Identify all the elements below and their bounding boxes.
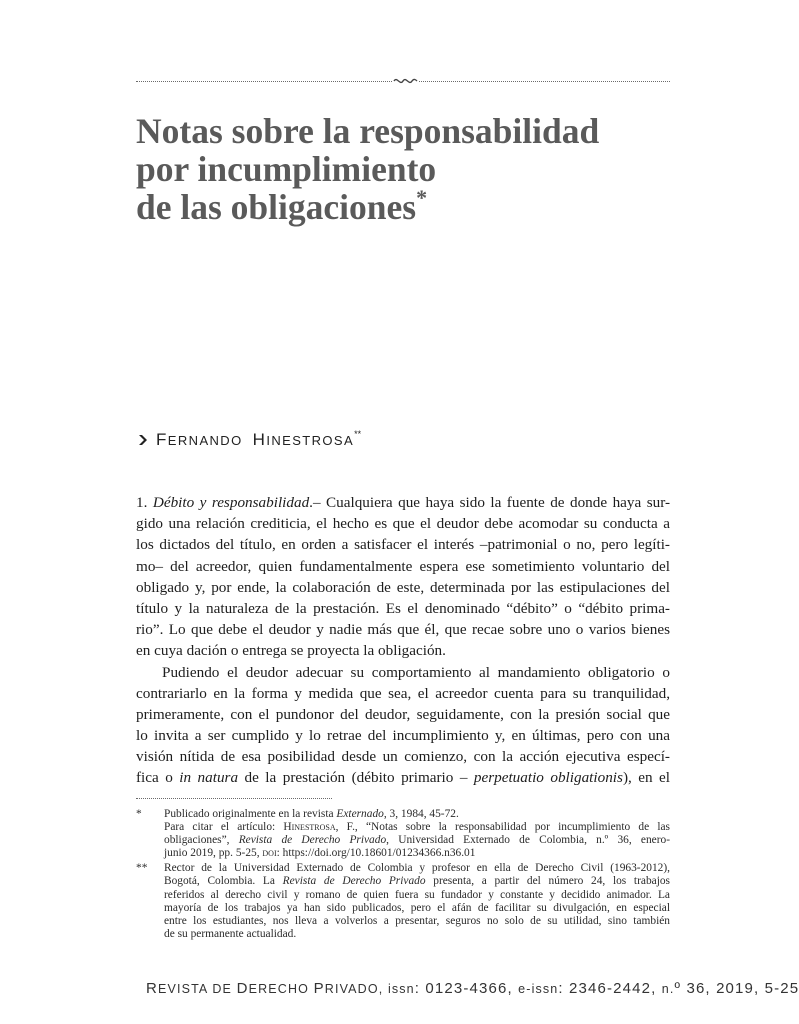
- paragraph-2: [136, 662, 670, 789]
- footnote-line: Bogotá, Colombia. La Revista de Derecho Privado presenta, a partir del número 24, los trabajos: [164, 875, 670, 888]
- body-line: primeramente, con el pundonor del deudor, seguidamente, con la presión social que: [136, 705, 670, 723]
- footnote-line: entre los estudiantes, nos lleva a volverlos a presentar, seguros no solo de su utilidad, sino también: [164, 914, 670, 927]
- title-line-1: Notas sobre la responsabilidad: [136, 111, 600, 151]
- squiggle-ornament-icon: [392, 74, 418, 88]
- title-footnote-mark: *: [416, 185, 428, 210]
- author-name: FERNANDO HINESTROSA: [156, 430, 355, 449]
- paragraph-1: [136, 492, 670, 662]
- footnote-line: mayoría de los trabajos ya han sido publicados, pero el afán de facilitar su divulgación, en especial: [164, 901, 670, 914]
- body-line: título y la naturaleza de la prestación. Es el denominado “débito” o “débito prima-: [136, 599, 670, 617]
- footnote-line: junio 2019, pp. 5-25, doi: https://doi.org/10.18601/01234366.n36.01: [164, 847, 476, 860]
- body-line: 1. Débito y responsabilidad.– Cualquiera que haya sido la fuente de donde haya sur-: [136, 494, 671, 511]
- top-ornamental-rule: [136, 74, 670, 88]
- footnote-separator: [136, 798, 332, 799]
- footnote-line: Para citar el artículo: Hinestrosa, F., “Notas sobre la responsabilidad por incumplimiento de las: [164, 821, 670, 834]
- footnote-2: [136, 862, 670, 941]
- body-line: Pudiendo el deudor adecuar su comportamiento al mandamiento obligatorio o: [162, 663, 670, 681]
- article-body: [136, 492, 670, 789]
- body-line: en cuya dación o entrega se proyecta la obligación.: [136, 642, 446, 660]
- section-heading-italic: Débito y responsabilidad: [152, 494, 310, 511]
- article-title: [136, 112, 696, 226]
- footnote-line: Rector de la Universidad Externado de Colombia y profesor en ella de Derecho Civil (1963-2012),: [164, 862, 670, 875]
- body-line: gido una relación crediticia, el hecho es que el deudor debe acomodar su conducta a: [136, 515, 670, 533]
- footnote-2-mark: **: [136, 862, 148, 875]
- doi-link[interactable]: : https://doi.org/10.18601/01234366.n36.01: [276, 847, 476, 860]
- author-byline: [136, 430, 696, 450]
- title-line-3: [136, 185, 696, 227]
- running-footer: REVISTA DE DERECHO PRIVADO, issn: 0123-4366, e-issn: 2346-2442, n.º 36, 2019, 5-25: [146, 980, 799, 997]
- footnotes: [136, 808, 670, 943]
- body-line: mo– del acreedor, quien fundamentalmente espera ese sometimiento voluntario del: [136, 557, 670, 575]
- body-line: fica o in natura de la prestación (débito primario – perpetuatio obligationis), en el: [136, 769, 671, 787]
- title-line-2: por incumplimiento: [136, 149, 437, 189]
- body-line: obligado y, por ende, la colaboración de este, determinada por las estipulaciones del: [136, 578, 670, 596]
- title-line-3-text: de las obligaciones: [136, 187, 417, 227]
- body-line: visión nítida de esa posibilidad desde un comienzo, con la acción ejecutiva especí-: [136, 748, 670, 766]
- body-line: lo invita a ser cumplido y lo retrae del incumplimiento y, en últimas, pero con una: [136, 727, 670, 745]
- body-line: contrariarlo en la forma y medida que sea, el acreedor cuenta para su tranquilidad,: [136, 684, 670, 702]
- footnote-line: obligaciones”, Revista de Derecho Privado, Universidad Externado de Colombia, n.º 36, enero-: [164, 834, 670, 847]
- footnote-line: de su permanente actualidad.: [164, 927, 297, 940]
- body-line: los dictados del título, en orden a satisfacer el interés –patrimonial o no, pero legíti-: [136, 536, 670, 554]
- author-footnote-mark: **: [354, 429, 362, 439]
- footnote-line: Publicado originalmente en la revista Externado, 3, 1984, 45-72.: [164, 808, 459, 820]
- footnote-1-mark: *: [136, 808, 142, 820]
- body-line: rio”. Lo que debe el deudor y nadie más que él, que recae sobre uno o varios bienes: [136, 621, 670, 639]
- chevron-bullet-icon: [136, 433, 150, 447]
- footnote-1: [136, 808, 670, 860]
- footnote-line: referidos al derecho civil y romano de quien fuera su fundador y constante y decidido animador. La: [164, 888, 670, 901]
